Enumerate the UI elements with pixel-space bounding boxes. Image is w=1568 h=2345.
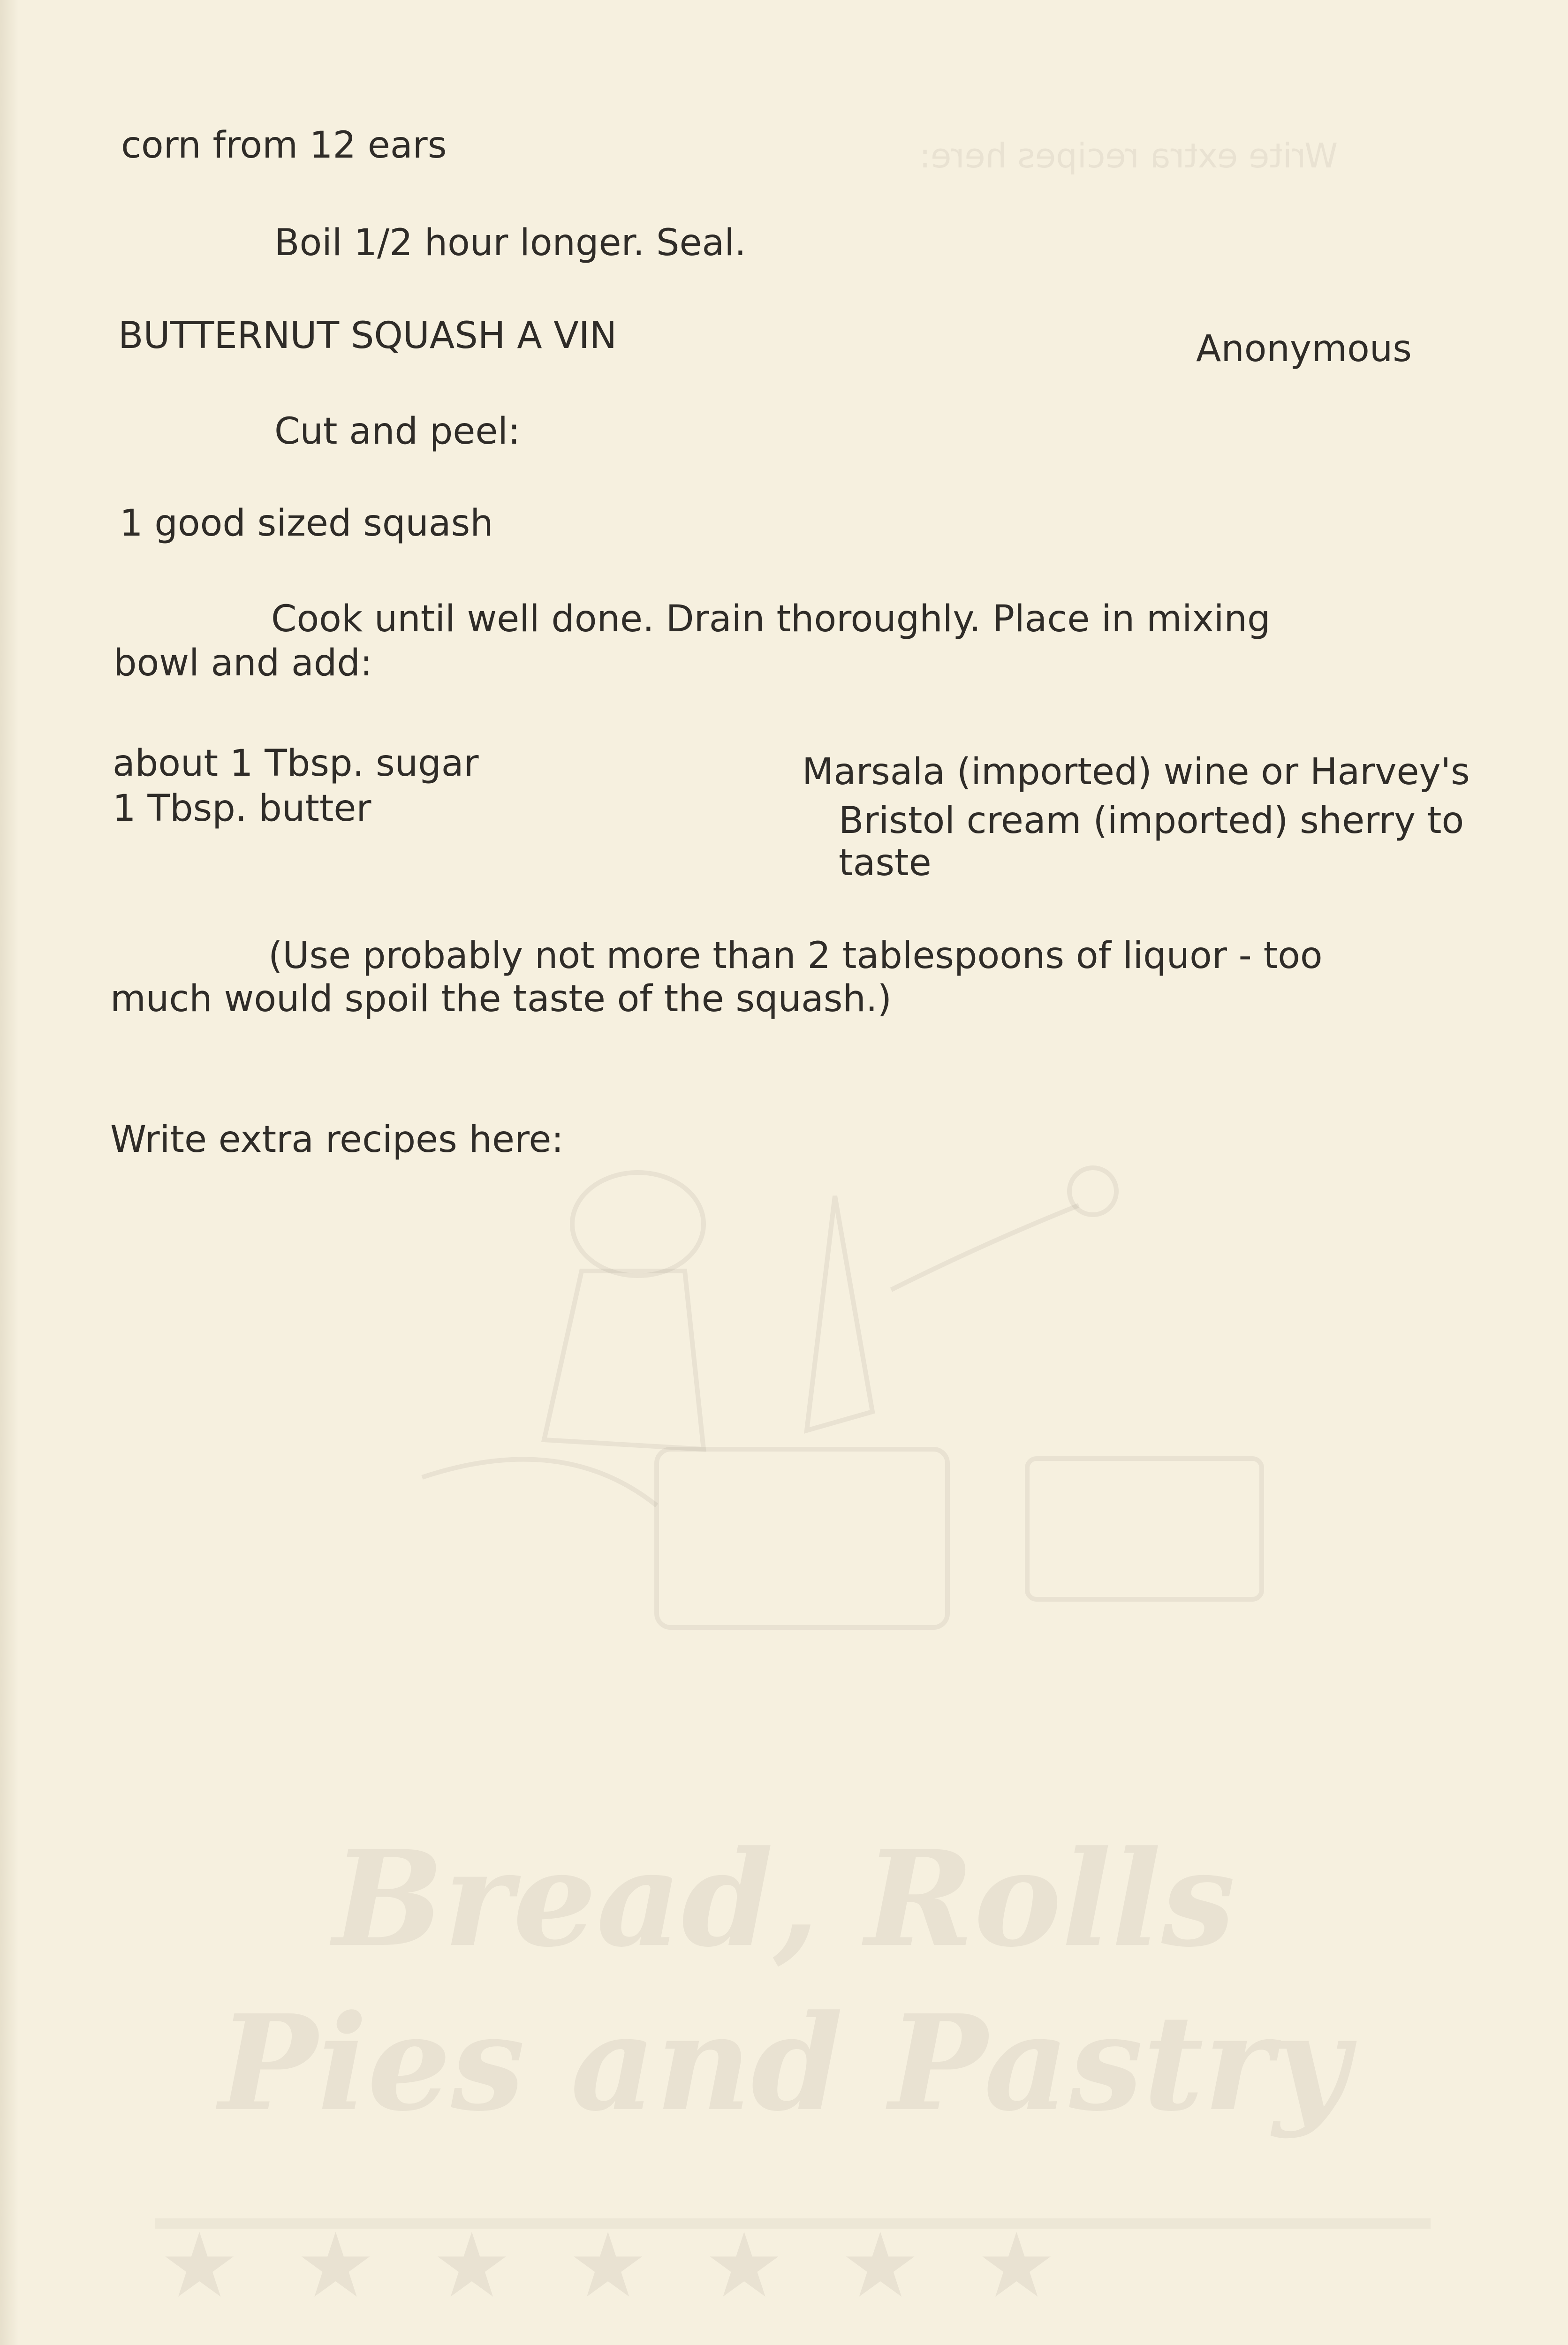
recipe-ingredient-1: 1 good sized squash [120,502,493,545]
ingredient-wine-line-1: Marsala (imported) wine or Harvey's [802,751,1470,793]
show-through-mirrored-text: Write extra recipes here: [919,136,1338,175]
extra-recipes-label: Write extra recipes here: [110,1119,564,1161]
show-through-star-border: ★★★★★★★ [159,2214,1113,2317]
page-binding-edge [0,0,19,2345]
recipe-step-1: Cut and peel: [274,410,521,453]
recipe-title: BUTTERNUT SQUASH A VIN [118,315,617,357]
recipe-note-line-2: much would spoil the taste of the squash.) [110,978,892,1020]
show-through-heading-line2: Pies and Pastry [219,1986,1349,2141]
recipe-step-2-line-2: bowl and add: [114,642,373,684]
ingredient-wine-line-3: taste [839,842,932,884]
show-through-heading-line1: Bread, Rolls [333,1822,1235,1976]
recipe-step-2-line-1: Cook until well done. Drain thoroughly. Place in mixing [271,598,1271,640]
ingredient-sugar: about 1 Tbsp. sugar [113,742,479,785]
continued-ingredient: corn from 12 ears [121,124,447,166]
show-through-illustration [281,1149,1313,1735]
recipe-note-line-1: (Use probably not more than 2 tablespoons of liquor - too [268,935,1323,977]
recipe-author: Anonymous [1196,328,1412,370]
show-through-rule-top [155,2218,1431,2229]
continued-step: Boil 1/2 hour longer. Seal. [274,222,746,264]
ingredient-butter: 1 Tbsp. butter [113,787,371,830]
ingredient-wine-line-2: Bristol cream (imported) sherry to [839,800,1464,842]
